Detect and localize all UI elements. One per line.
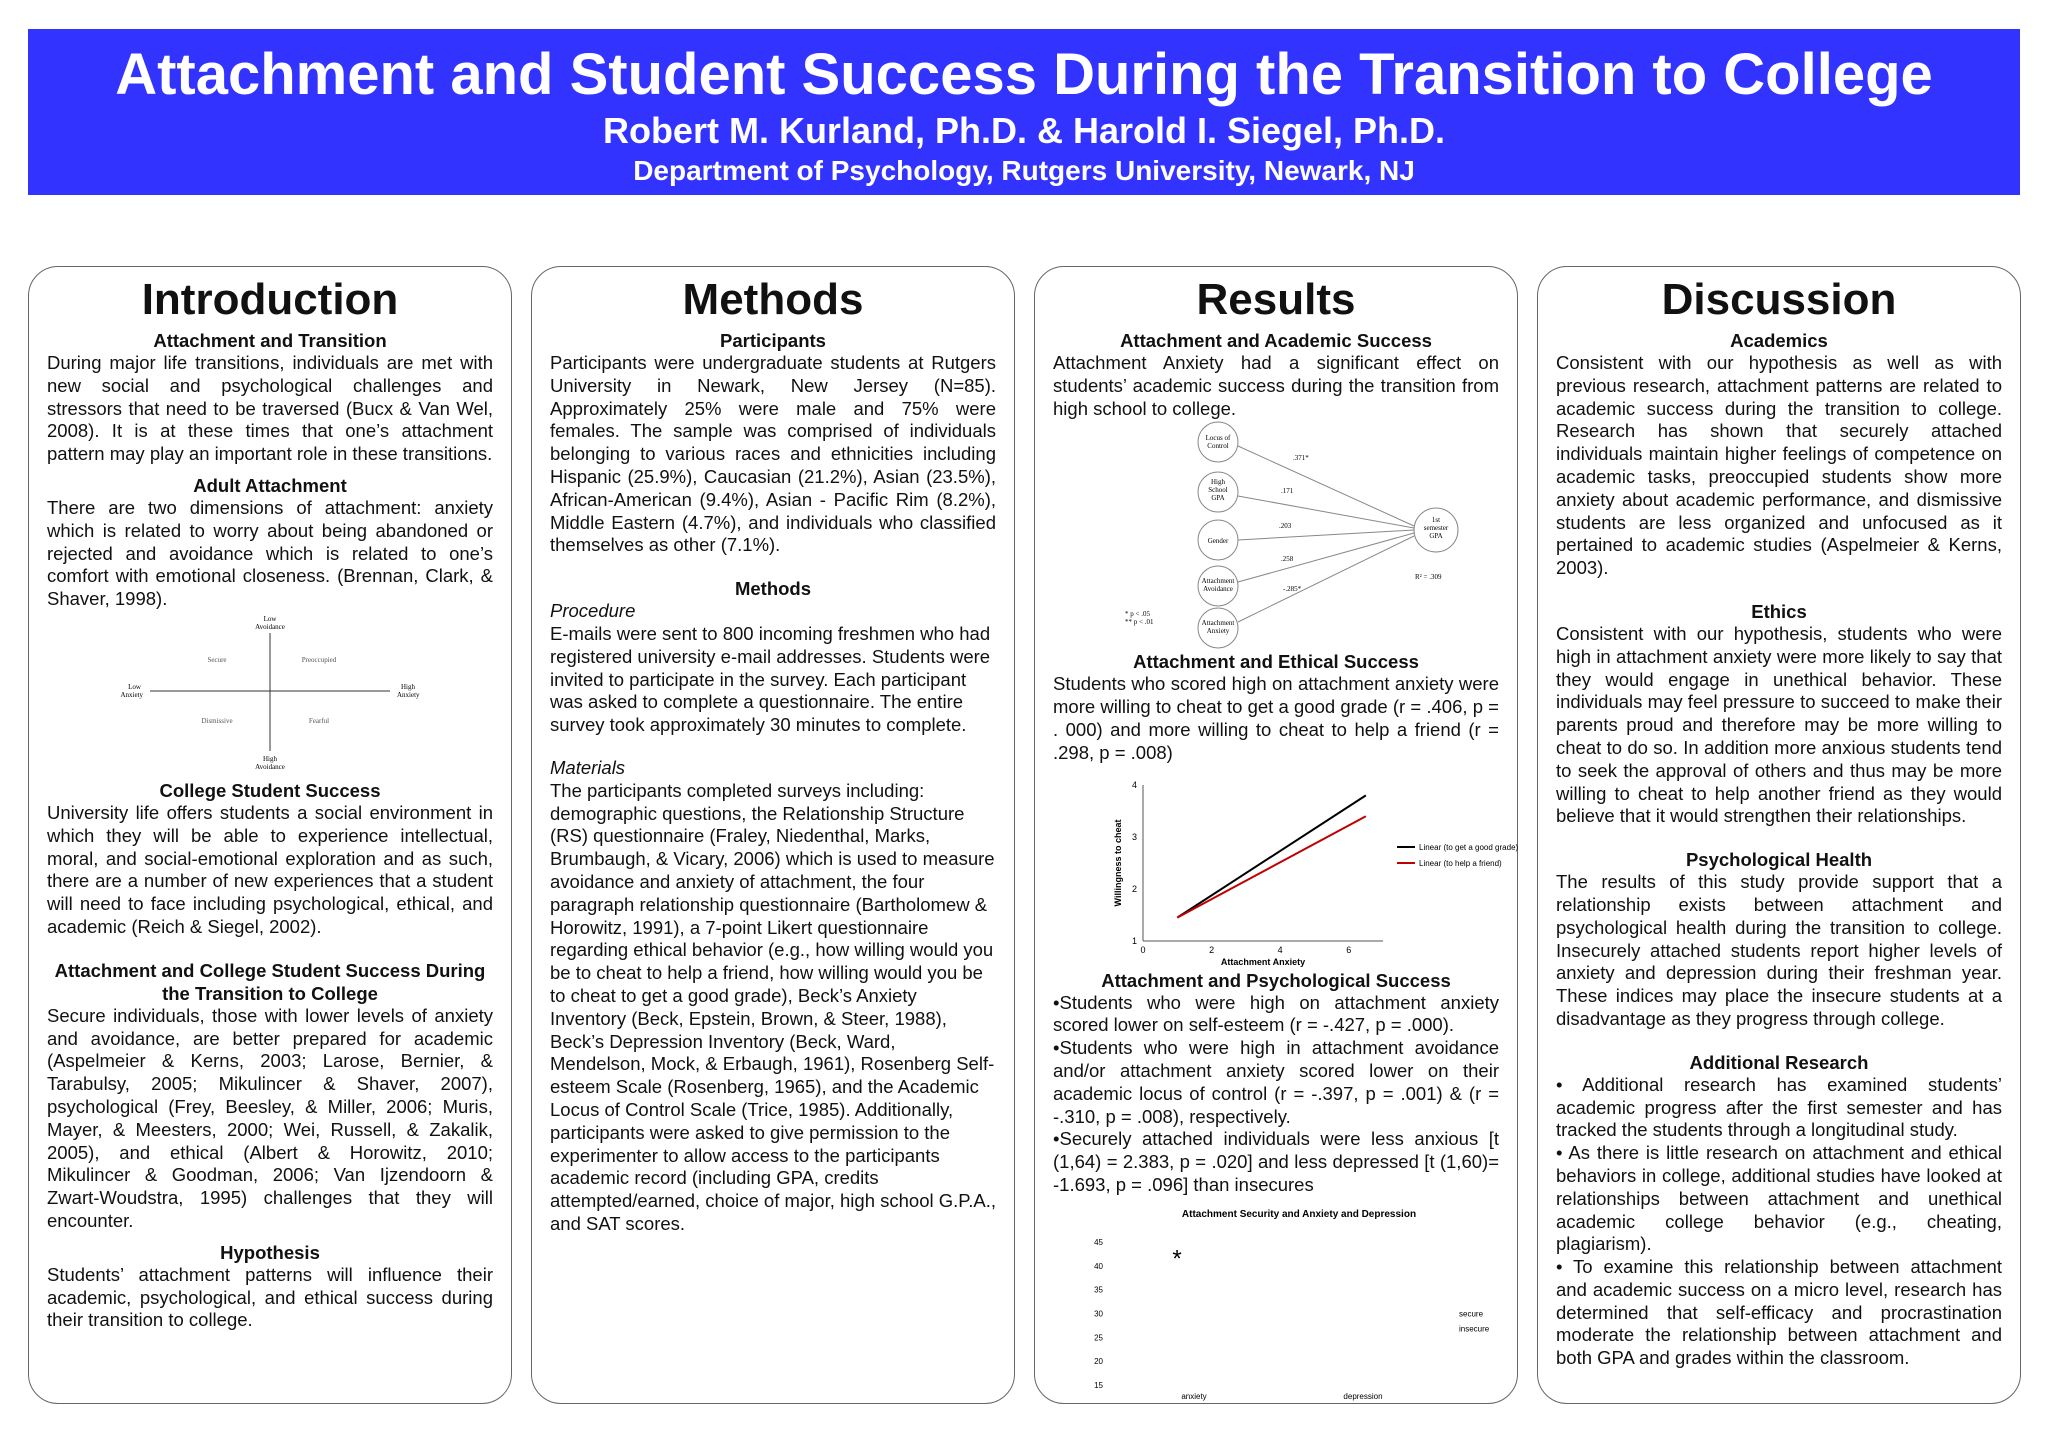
- section-title: College Student Success: [159, 779, 381, 801]
- section-title: Psychological Health: [1685, 849, 1873, 871]
- svg-text:Control: Control: [1207, 442, 1229, 451]
- section-text: Consistent with our hypothesis as well as with previous research, attachment patterns are related to academic success during the transition to college. Research has shown that securely attached individuals maintain higher feelings of competence on academic tasks, preoccupied students show more anxiety about academic performance, and dismissive students are less organized and unfocused as it pertained to academic studies (Aspelmeier & Kerns, 2003).: [1556, 352, 2002, 579]
- series-line: [1177, 795, 1366, 917]
- svg-text:Avoidance: Avoidance: [1203, 585, 1233, 594]
- y-tick-label: 35: [1094, 1285, 1103, 1295]
- svg-text:1st: 1st: [1431, 516, 1441, 525]
- poster-authors: Robert M. Kurland, Ph.D. & Harold I. Siegel, Ph.D.: [602, 110, 1446, 151]
- path-model-diagram: [1053, 420, 1499, 650]
- path-outcome-node: [1414, 508, 1458, 552]
- section-text: There are two dimensions of attachment: anxiety which is related to worry about being abandoned or rejected and avoidance which is related to one’s comfort with emotional closeness. (Brennan, Clark, & Shaver, 1998).: [47, 496, 493, 610]
- path-predictor-node: [1198, 472, 1238, 512]
- svg-text:GPA: GPA: [1429, 532, 1443, 541]
- section-title: Attachment and Ethical Success: [1133, 651, 1419, 673]
- section-text: University life offers students a social environment in which they will be able to experience intellectual, moral, and social-emotional exploration and as such, there are a number of new experiences that a student will need to face including psychological, ethical, and academic (Reich & Siegel, 2002).: [47, 801, 493, 937]
- poster-title: Attachment and Student Success During the Transition to College: [115, 42, 1933, 107]
- security-anxiety-depression-chart: [1053, 1197, 1499, 1407]
- section-text: • To examine this relationship between attachment and academic success on a micro level, research has determined that self-efficacy and procrastination moderate the relationship between attachment and both GPA and grades within the classroom.: [1556, 1256, 2002, 1369]
- path-coef: .258: [1281, 555, 1294, 564]
- y-tick-label: 2: [1131, 883, 1137, 894]
- section-title: Methods: [734, 578, 812, 600]
- discussion-panel: [1537, 266, 2021, 1404]
- path-coef: .171: [1281, 487, 1294, 496]
- section-text: The participants completed surveys including: demographic questions, the Relationship Structure (RS) questionnaire (Fraley, Niedenthal, Marks, Brumbaugh, & Vicary, 2006) which is used to measure avoidance and anxiety of attachment, the four paragraph relationship questionnaire (Bartholomew & Horowitz, 1991), a 7-point Likert questionnaire regarding ethical behavior (e.g., how willing would you be to cheat to help a friend, how willing would you be to cheat to get a good grade), Beck’s Anxiety Inventory (Beck, Epstein, Brown, & Steer, 1988), Beck’s Depression Inventory (Beck, Ward, Mendelson, Mock, & Erbaugh, 1961), Rosenberg Self-esteem Scale (Rosenberg, 1965), and the Academic Locus of Control Scale (Trice, 1985). Additionally, participants were asked to give permission to the experimenter to allow access to the participants academic record (including GPA, credits attempted/earned, choice of major, high school G.P.A., and SAT scores.: [550, 779, 996, 1234]
- svg-text:Gender: Gender: [1207, 537, 1229, 546]
- quadrant-fearful: Fearful: [308, 716, 330, 725]
- quadrant-secure: Secure: [207, 655, 227, 664]
- path-r2: R² = .309: [1415, 573, 1442, 582]
- section-text: •Securely attached individuals were less anxious [t (1,64) = 2.383, p = .020] and less depressed [t (1,60)= -1.693, p = .096] than insecures: [1053, 1128, 1499, 1195]
- y-axis-label: Willingness to cheat: [1113, 819, 1123, 907]
- section-title: Additional Research: [1689, 1051, 1869, 1073]
- svg-text:Attachment: Attachment: [1201, 619, 1235, 628]
- path-coef: .203: [1279, 522, 1292, 531]
- section-title: Adult Attachment: [193, 474, 347, 496]
- section-text: •Students who were high in attachment avoidance and/or attachment anxiety scored lower on their academic locus of control (r = -.397, p = .001) & (r = -.310, p = .008), respectively.: [1053, 1037, 1499, 1127]
- willingness-to-cheat-chart: [1053, 765, 1519, 969]
- x-tick-label: anxiety: [1181, 1391, 1207, 1401]
- legend-label: insecure: [1459, 1324, 1490, 1334]
- path-coef: .371*: [1293, 454, 1309, 463]
- section-text: Secure individuals, those with lower levels of anxiety and avoidance, are better prepared for academic (Aspelmeier & Kerns, 2003; Larose, Bernier, & Tarabulsy, 2005; Mikulincer & Shaver, 2007), psychological (Frey, Beesley, & Miller, 2006; Muris, Mayer, & Meesters, 2000; Wei, Russell, & Zakalik, 2005), and ethical (Albert & Horowitz, 2010; Mikulincer & Goodman, 2006; Van Ijzendoorn & Zwart-Woudstra, 1995) challenges that they will encounter.: [47, 1004, 493, 1231]
- section-text: •Students who were high on attachment anxiety scored lower on self-esteem (r = -.427, p = .000).: [1053, 991, 1499, 1036]
- x-tick-label: 0: [1140, 944, 1146, 955]
- path-coef: -.285*: [1283, 585, 1302, 594]
- y-tick-label: 4: [1131, 779, 1137, 790]
- section-text: Participants were undergraduate students at Rutgers University in Newark, New Jersey (N=85). Approximately 25% were male and 75% were females. The sample was comprised of individuals belonging to various races and ethnicities including Hispanic (25.9%), Caucasian (21.2%), Asian (23.5%), African-American (9.4%), Asian - Pacific Rim (8.2%), Middle Eastern (4.7%), and individuals who classified themselves as other (7.1%).: [550, 352, 996, 556]
- discussion-heading: Discussion: [1661, 275, 1897, 324]
- significance-marker: *: [1172, 1245, 1182, 1273]
- path-predictor-node: [1198, 566, 1238, 606]
- section-title: Hypothesis: [220, 1241, 320, 1263]
- y-tick-label: 1: [1131, 935, 1137, 946]
- quadrant-right-label: Anxiety: [397, 690, 420, 699]
- section-title: Ethics: [1751, 600, 1807, 622]
- x-tick-label: 6: [1346, 944, 1352, 955]
- path-predictor-node: [1198, 520, 1238, 560]
- methods-panel: [531, 266, 1015, 1404]
- svg-text:School: School: [1208, 486, 1228, 495]
- section-title: Participants: [720, 330, 826, 351]
- section-text: During major life transitions, individuals are met with new social and psychological challenges and stressors that need to be traversed (Bucx & Van Wel, 2008). It is at these times that one’s attachment pattern may play an important role in these transitions.: [47, 352, 493, 465]
- section-title: Attachment and Academic Success: [1120, 330, 1432, 351]
- section-text: Students who scored high on attachment anxiety were more willing to cheat to get a good grade (r = .406, p = . 000) and more willing to cheat to help a friend (r = .298, p = .008): [1053, 673, 1499, 763]
- svg-text:Anxiety: Anxiety: [1206, 627, 1230, 636]
- quadrant-right-label: High: [401, 682, 415, 691]
- legend-label: secure: [1459, 1309, 1484, 1319]
- section-text: Consistent with our hypothesis, students who were high in attachment anxiety were more likely to say that they would engage in unethical behavior. These individuals may feel pressure to succeed to make their parents proud and therefore may be more willing to cheat to do so. In addition more anxious students tend to seek the approval of others and thus may be more willing to cheat to help another friend as they would believe that it would strengthen their relationships.: [1556, 622, 2002, 827]
- y-tick-label: 30: [1094, 1309, 1103, 1319]
- path-predictor-node: [1198, 608, 1238, 648]
- chart-title: Attachment Security and Anxiety and Depression: [1181, 1208, 1417, 1220]
- svg-text:High: High: [1211, 478, 1225, 487]
- legend-label: Linear (to help a friend): [1419, 858, 1502, 868]
- methods-heading: Methods: [682, 275, 864, 324]
- legend-label: Linear (to get a good grade): [1419, 842, 1519, 852]
- section-text: • Additional research has examined students’ academic progress after the first semester and has tracked the students through a longitudinal study.: [1556, 1073, 2002, 1141]
- results-panel: [1034, 266, 1518, 1404]
- svg-text:semester: semester: [1423, 524, 1449, 533]
- section-title: Attachment and Psychological Success: [1101, 969, 1451, 991]
- section-title: Academics: [1730, 330, 1828, 351]
- y-tick-label: 45: [1094, 1237, 1103, 1247]
- section-text: Attachment Anxiety had a significant effect on students’ academic success during the transition from high school to college.: [1053, 352, 1499, 419]
- x-tick-label: depression: [1343, 1391, 1383, 1401]
- path-note: * p < .05: [1125, 610, 1150, 619]
- quadrant-top-label: Avoidance: [255, 622, 285, 631]
- section-title: Attachment and Transition: [153, 330, 387, 351]
- series-line: [1177, 816, 1366, 917]
- quadrant-top-label: Low: [263, 614, 277, 623]
- quadrant-preoccupied: Preoccupied: [301, 655, 337, 664]
- introduction-panel: [28, 266, 512, 1404]
- procedure-label: Procedure: [550, 600, 636, 622]
- y-tick-label: 40: [1094, 1261, 1103, 1271]
- section-text: Students’ attachment patterns will influence their academic, psychological, and ethical success during their transition to college.: [47, 1263, 493, 1331]
- y-tick-label: 20: [1094, 1356, 1103, 1366]
- svg-text:GPA: GPA: [1211, 494, 1225, 503]
- x-axis-label: Attachment Anxiety: [1220, 956, 1306, 967]
- x-tick-label: 4: [1277, 944, 1283, 955]
- title-banner: [28, 29, 2020, 195]
- path-note: ** p < .01: [1125, 618, 1154, 627]
- attachment-quadrant-diagram: [47, 611, 493, 771]
- path-predictor-node: [1198, 422, 1238, 462]
- section-title: Attachment and College Student Success During the Transition to College: [54, 959, 486, 1004]
- x-tick-label: 2: [1209, 944, 1215, 955]
- y-tick-label: 25: [1094, 1333, 1103, 1343]
- results-heading: Results: [1196, 275, 1356, 324]
- introduction-heading: Introduction: [141, 275, 399, 324]
- quadrant-left-label: Low: [128, 682, 141, 691]
- section-text: E-mails were sent to 800 incoming freshmen who had registered university e-mail addresses. Students were invited to participate in the survey. Each participant was asked to complete a questionnaire. The entire survey took approximately 30 minutes to complete.: [550, 622, 991, 736]
- poster-department: Department of Psychology, Rutgers University, Newark, NJ: [633, 155, 1415, 186]
- y-tick-label: 3: [1131, 831, 1137, 842]
- svg-text:Attachment: Attachment: [1201, 577, 1235, 586]
- quadrant-bottom-label: High: [263, 754, 277, 763]
- section-text: • As there is little research on attachment and ethical behaviors in college, additional studies have looked at relationships between attachment and unethical academic college behavior (e.g., cheating, plagiarism).: [1556, 1142, 2002, 1255]
- y-tick-label: 15: [1094, 1380, 1103, 1390]
- svg-text:Locus of: Locus of: [1205, 434, 1231, 443]
- quadrant-dismissive: Dismissive: [201, 716, 233, 725]
- section-text: The results of this study provide support that a relationship exists between attachment and psychological health during the transition to college. Insecurely attached students report higher levels of anxiety and depression during their freshman year. These indices may place the insecure students at a disadvantage as they progress through college.: [1556, 871, 2002, 1029]
- materials-label: Materials: [550, 756, 626, 778]
- quadrant-bottom-label: Avoidance: [255, 762, 285, 771]
- quadrant-left-label: Anxiety: [120, 690, 143, 699]
